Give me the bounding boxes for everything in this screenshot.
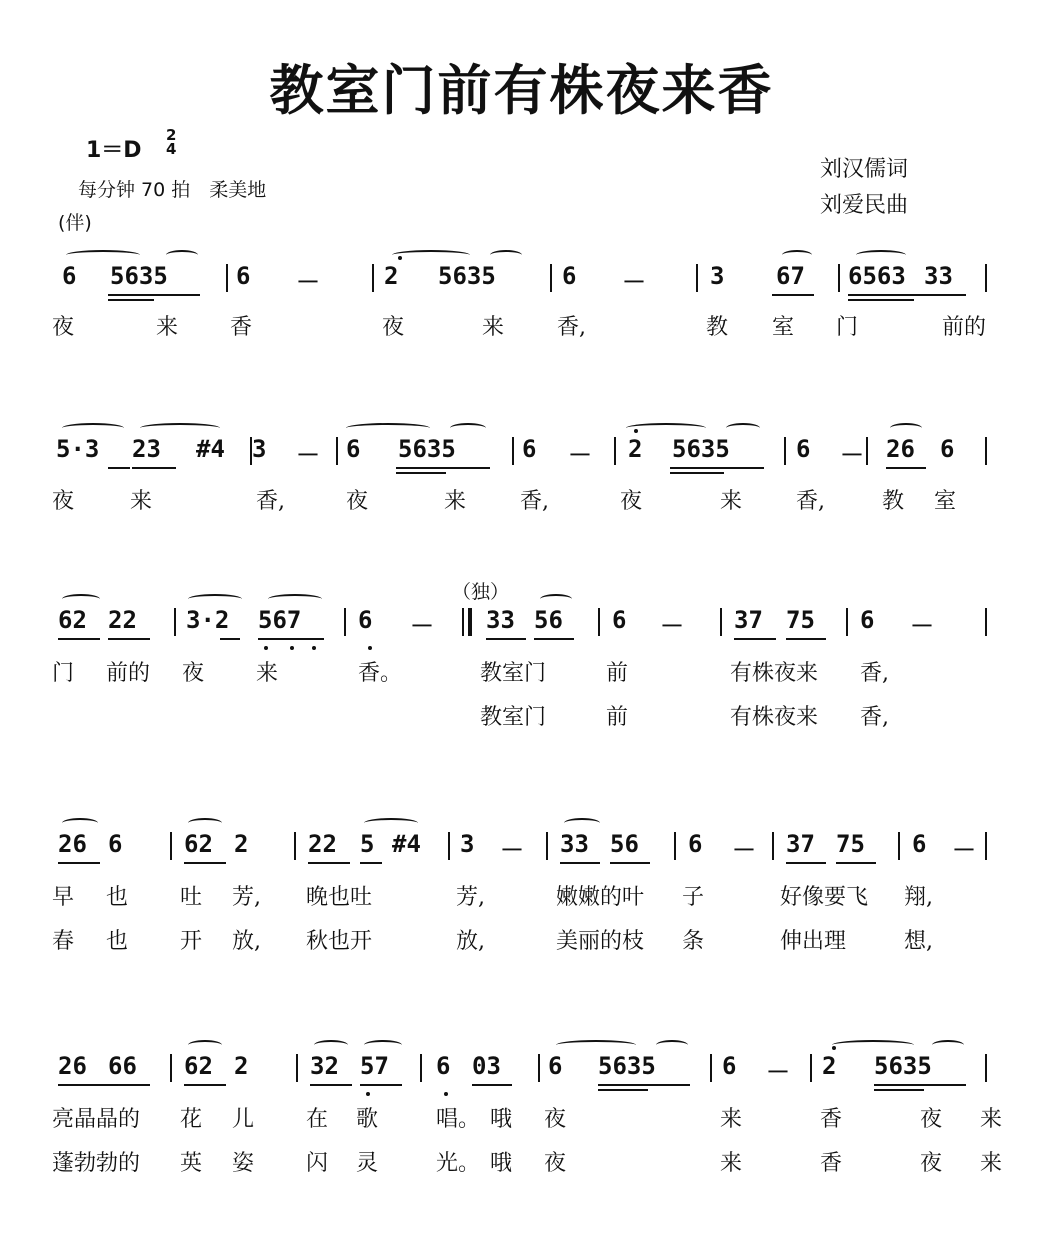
rhythm-underline [132, 467, 176, 469]
slur [346, 423, 430, 433]
bar-line [250, 437, 252, 465]
rhythm-underline [670, 472, 724, 474]
lyric-word: 翔, [904, 885, 933, 910]
tempo-marking: 每分钟 70 拍 柔美地 [78, 179, 267, 201]
note-group: 33 [924, 262, 953, 290]
lyric-word: 哦 [490, 1107, 513, 1132]
note-group: 62 [184, 1052, 213, 1080]
slur [364, 818, 418, 828]
lyric-word: 嫩嫩的叶 [556, 885, 645, 910]
note-group: 5·3 [56, 435, 100, 463]
octave-dot [366, 1092, 370, 1096]
bar-line [985, 832, 987, 860]
rhythm-underline [924, 294, 966, 296]
note-group: 26 [886, 435, 915, 463]
lyric-word: 好像要飞 [780, 885, 869, 910]
note-group: － [766, 1058, 790, 1086]
bar-line [296, 1054, 298, 1082]
bar-line [866, 437, 868, 465]
lyric-word: 歌 [356, 1107, 379, 1132]
bar-line [462, 608, 464, 636]
bar-line [614, 437, 616, 465]
lyric-word: 想, [904, 929, 933, 954]
note-group: 5635 [598, 1052, 656, 1080]
lyric-word: 灵 [356, 1151, 379, 1176]
lyric-word: 秋也开 [306, 929, 373, 954]
rhythm-underline [310, 1084, 352, 1086]
note-group: 6 [912, 830, 927, 858]
lyric-word: 夜 [920, 1107, 943, 1132]
lyric-word: 哦 [490, 1151, 513, 1176]
note-group: － [732, 836, 756, 864]
note-group: 5 [360, 830, 375, 858]
lyric-word: 夜 [544, 1151, 567, 1176]
bar-line [772, 832, 774, 860]
slur [450, 423, 486, 433]
rhythm-underline [184, 1084, 226, 1086]
rhythm-underline [670, 467, 764, 469]
lyric-word: 吐 [180, 885, 203, 910]
rhythm-underline [360, 1084, 402, 1086]
note-group: － [500, 836, 524, 864]
rhythm-underline [598, 1084, 690, 1086]
slur [890, 423, 922, 433]
bar-line [898, 832, 900, 860]
octave-dot [312, 646, 316, 650]
lyric-word: 室 [934, 489, 957, 514]
rhythm-underline [108, 299, 154, 301]
lyric-word: 教室门 [480, 705, 547, 730]
slur [656, 1040, 688, 1050]
note-group: － [660, 612, 684, 640]
lyric-word: 闪 [306, 1151, 329, 1176]
key-signature: 1＝D [86, 138, 142, 163]
bar-line [372, 264, 374, 292]
lyric-word: 香 [820, 1107, 843, 1132]
time-numerator: 2 [166, 126, 177, 144]
slur [62, 423, 124, 433]
note-group: － [910, 612, 934, 640]
octave-dot [634, 429, 638, 433]
time-signature [166, 128, 176, 156]
note-group: 22 [308, 830, 337, 858]
lyric-word: 教 [882, 489, 905, 514]
lyric-word: 教 [706, 315, 729, 340]
note-group: 2 [384, 262, 399, 290]
slur [62, 594, 100, 604]
lyric-word: 英 [180, 1151, 203, 1176]
bar-line [674, 832, 676, 860]
lyric-word: 儿 [232, 1107, 255, 1132]
bar-line [985, 1054, 987, 1082]
note-group: 5635 [874, 1052, 932, 1080]
repeat-bar-line [468, 608, 472, 636]
lyric-word: 姿 [232, 1151, 255, 1176]
lyric-word: 来 [482, 315, 505, 340]
rhythm-underline [108, 294, 200, 296]
lyric-word: 前的 [942, 315, 987, 340]
note-group: 6 [796, 435, 811, 463]
rhythm-underline [360, 862, 382, 864]
lyric-word: 亮晶晶的 [52, 1107, 141, 1132]
bar-line [846, 608, 848, 636]
bar-line [810, 1054, 812, 1082]
lyric-word: 香, [520, 489, 549, 514]
bar-line [720, 608, 722, 636]
lyric-word: 前 [606, 705, 629, 730]
note-group: 62 [184, 830, 213, 858]
bar-line [448, 832, 450, 860]
lyric-word: 香, [557, 315, 586, 340]
lyric-word: 光。 [436, 1151, 481, 1176]
rhythm-underline [108, 467, 130, 469]
note-group: 6 [62, 262, 77, 290]
slur [314, 1040, 348, 1050]
note-group: 6563 [848, 262, 906, 290]
bar-line [696, 264, 698, 292]
lyric-word: 花 [180, 1107, 203, 1132]
lyric-word: 夜 [620, 489, 643, 514]
slur [188, 818, 222, 828]
rhythm-underline [184, 862, 226, 864]
rhythm-underline [108, 638, 150, 640]
octave-dot [832, 1046, 836, 1050]
lyric-word: 香, [860, 705, 889, 730]
note-group: 2 [234, 1052, 249, 1080]
lyric-word: 来 [156, 315, 179, 340]
rhythm-underline [472, 1084, 512, 1086]
note-group: 3 [460, 830, 475, 858]
bar-line [710, 1054, 712, 1082]
lyric-word: 门 [52, 661, 75, 686]
note-group: 37 [786, 830, 815, 858]
lyric-word: 在 [306, 1107, 329, 1132]
lyric-word: 来 [720, 489, 743, 514]
lyric-word: 伸出理 [780, 929, 847, 954]
bar-line [546, 832, 548, 860]
rhythm-underline [598, 1089, 648, 1091]
note-group: #4 [392, 830, 421, 858]
lyric-word: 来 [444, 489, 467, 514]
lyric-word: 美丽的枝 [556, 929, 645, 954]
note-group: 33 [486, 606, 515, 634]
lyric-word: 晚也吐 [306, 885, 373, 910]
note-group: 3 [252, 435, 267, 463]
rhythm-underline [786, 638, 826, 640]
rhythm-underline [836, 862, 876, 864]
lyric-word: 香 [230, 315, 253, 340]
rhythm-underline [308, 862, 350, 864]
slur [782, 250, 812, 260]
bar-line [226, 264, 228, 292]
slur [66, 250, 140, 260]
rhythm-underline [220, 638, 240, 640]
note-group: 5635 [398, 435, 456, 463]
octave-dot [398, 256, 402, 260]
lyric-word: 来 [130, 489, 153, 514]
lyric-word: 唱。 [436, 1107, 481, 1132]
rhythm-underline [58, 1084, 150, 1086]
note-group: 567 [258, 606, 302, 634]
lyric-word: 香。 [358, 661, 403, 686]
bar-line [985, 264, 987, 292]
note-group: 03 [472, 1052, 501, 1080]
lyric-word: 教室门 [480, 661, 547, 686]
note-group: － [952, 836, 976, 864]
bar-line [512, 437, 514, 465]
octave-dot [368, 646, 372, 650]
solo-mark: （独） [452, 581, 510, 603]
octave-dot [264, 646, 268, 650]
slur [140, 423, 220, 433]
rhythm-underline [58, 862, 100, 864]
lyric-word: 芳, [232, 885, 261, 910]
lyric-word: 香, [860, 661, 889, 686]
octave-dot [444, 1092, 448, 1096]
note-group: － [622, 268, 646, 296]
note-group: 56 [610, 830, 639, 858]
slur [62, 818, 98, 828]
note-group: 75 [836, 830, 865, 858]
note-group: 33 [560, 830, 589, 858]
bar-line [170, 1054, 172, 1082]
note-group: 37 [734, 606, 763, 634]
accompaniment-mark: (伴) [58, 212, 92, 234]
note-group: 6 [612, 606, 627, 634]
note-group: 75 [786, 606, 815, 634]
lyric-word: 夜 [52, 489, 75, 514]
rhythm-underline [560, 862, 600, 864]
lyric-word: 放, [456, 929, 485, 954]
note-group: #4 [196, 435, 225, 463]
note-group: 22 [108, 606, 137, 634]
lyric-word: 门 [836, 315, 859, 340]
note-group: 6 [346, 435, 361, 463]
slur [626, 423, 706, 433]
bar-line [985, 437, 987, 465]
lyric-word: 春 [52, 929, 75, 954]
lyric-word: 夜 [544, 1107, 567, 1132]
slur [364, 1040, 402, 1050]
lyric-word: 来 [980, 1107, 1003, 1132]
note-group: 67 [776, 262, 805, 290]
lyric-word: 香 [820, 1151, 843, 1176]
lyric-word: 香, [796, 489, 825, 514]
lyric-word: 子 [682, 885, 705, 910]
lyric-word: 室 [772, 315, 795, 340]
note-group: 6 [236, 262, 251, 290]
note-group: － [296, 268, 320, 296]
note-group: 62 [58, 606, 87, 634]
rhythm-underline [396, 467, 490, 469]
slur [726, 423, 760, 433]
note-group: 3 [710, 262, 725, 290]
note-group: 6 [940, 435, 955, 463]
note-group: 5635 [438, 262, 496, 290]
lyric-word: 前的 [106, 661, 151, 686]
lyric-word: 夜 [346, 489, 369, 514]
note-group: － [410, 612, 434, 640]
slur [564, 818, 600, 828]
lyric-word: 开 [180, 929, 203, 954]
rhythm-underline [258, 638, 324, 640]
bar-line [784, 437, 786, 465]
rhythm-underline [886, 467, 926, 469]
note-group: 2 [628, 435, 643, 463]
lyric-word: 也 [106, 929, 129, 954]
note-group: 57 [360, 1052, 389, 1080]
note-group: 6 [860, 606, 875, 634]
lyric-word: 也 [106, 885, 129, 910]
note-group: 6 [562, 262, 577, 290]
rhythm-underline [874, 1084, 966, 1086]
bar-line [985, 608, 987, 636]
lyric-word: 前 [606, 661, 629, 686]
lyric-word: 芳, [456, 885, 485, 910]
note-group: 6 [548, 1052, 563, 1080]
bar-line [838, 264, 840, 292]
slur [540, 594, 572, 604]
composer-credit: 刘爱民曲 [820, 193, 909, 218]
slur [556, 1040, 636, 1050]
note-group: 6 [722, 1052, 737, 1080]
bar-line [550, 264, 552, 292]
slur [188, 1040, 222, 1050]
slur [490, 250, 522, 260]
lyric-word: 来 [720, 1151, 743, 1176]
note-group: － [568, 441, 592, 469]
bar-line [420, 1054, 422, 1082]
note-group: 56 [534, 606, 563, 634]
rhythm-underline [58, 638, 100, 640]
rhythm-underline [610, 862, 650, 864]
lyric-word: 早 [52, 885, 75, 910]
octave-dot [290, 646, 294, 650]
note-group: 3·2 [186, 606, 230, 634]
bar-line [170, 832, 172, 860]
bar-line [598, 608, 600, 636]
note-group: 23 [132, 435, 161, 463]
note-group: 32 [310, 1052, 339, 1080]
bar-line [294, 832, 296, 860]
slur [832, 1040, 914, 1050]
lyric-word: 有株夜来 [730, 705, 819, 730]
rhythm-underline [734, 638, 776, 640]
lyric-word: 来 [980, 1151, 1003, 1176]
lyric-word: 条 [682, 929, 705, 954]
rhythm-underline [874, 1089, 924, 1091]
lyric-word: 夜 [920, 1151, 943, 1176]
lyric-word: 放, [232, 929, 261, 954]
lyric-word: 夜 [382, 315, 405, 340]
note-group: － [296, 441, 320, 469]
note-group: 6 [522, 435, 537, 463]
note-group: 6 [358, 606, 373, 634]
rhythm-underline [396, 472, 446, 474]
lyric-word: 来 [720, 1107, 743, 1132]
bar-line [336, 437, 338, 465]
note-group: 2 [822, 1052, 837, 1080]
note-group: 5635 [672, 435, 730, 463]
slur [856, 250, 906, 260]
lyric-word: 香, [256, 489, 285, 514]
slur [268, 594, 322, 604]
note-group: － [840, 441, 864, 469]
note-group: 5635 [110, 262, 168, 290]
lyricist-credit: 刘汉儒词 [820, 157, 909, 182]
note-group: 6 [436, 1052, 451, 1080]
note-group: 26 [58, 1052, 87, 1080]
song-title: 教室门前有株夜来香 [269, 59, 774, 122]
lyric-word: 来 [256, 661, 279, 686]
rhythm-underline [786, 862, 826, 864]
lyric-word: 夜 [182, 661, 205, 686]
lyric-word: 有株夜来 [730, 661, 819, 686]
note-group: 6 [688, 830, 703, 858]
lyric-word: 蓬勃勃的 [52, 1151, 141, 1176]
note-group: 2 [234, 830, 249, 858]
slur [932, 1040, 964, 1050]
note-group: 6 [108, 830, 123, 858]
time-denominator: 4 [166, 140, 177, 158]
slur [392, 250, 470, 260]
rhythm-underline [534, 638, 574, 640]
note-group: 66 [108, 1052, 137, 1080]
slur [166, 250, 198, 260]
bar-line [538, 1054, 540, 1082]
rhythm-underline [486, 638, 526, 640]
note-group: 26 [58, 830, 87, 858]
rhythm-underline [772, 294, 814, 296]
bar-line [174, 608, 176, 636]
lyric-word: 夜 [52, 315, 75, 340]
bar-line [344, 608, 346, 636]
slur [188, 594, 242, 604]
rhythm-underline [848, 299, 914, 301]
